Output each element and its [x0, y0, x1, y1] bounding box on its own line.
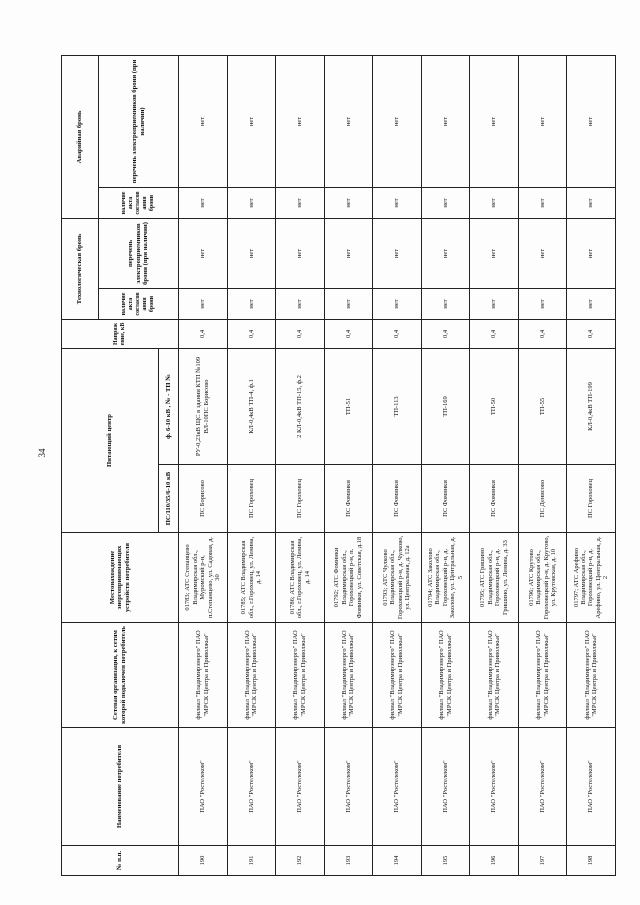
cell-feeder: КЛ-0,4кВ ТП-199 — [567, 348, 616, 464]
cell-emerg-list: нет — [373, 55, 422, 187]
table-row — [470, 55, 519, 875]
cell-tech-list: нет — [324, 218, 373, 288]
cell-voltage: 0,4 — [227, 319, 276, 348]
cell-location: 01793; АТС Чулково Владимирская обл., Гороховецкий р-н, д. Чулково, ул. Центральная, д. 12а — [373, 533, 422, 623]
header-network: Сетевая организация, к сетям которой подключен потребитель — [62, 623, 179, 728]
cell-emerg-list: нет — [276, 55, 325, 187]
table-row — [227, 55, 276, 875]
table-row — [421, 55, 470, 875]
cell-emerg-act: нет — [567, 187, 616, 218]
cell-feeder: КЛ-0,4кВ ТП-4, ф.1 — [227, 348, 276, 464]
header-tech-list: перечень электроприемников брони (при наличии) — [99, 218, 179, 288]
cell-tech-act: нет — [567, 288, 616, 319]
cell-emerg-act: нет — [470, 187, 519, 218]
cell-network: филиал "Владимирэнерго" ПАО "МРСК Центра и Приволжья" — [324, 623, 373, 728]
cell-consumer: ПАО "Ростелеком" — [324, 728, 373, 846]
cell-tech-list: нет — [179, 218, 228, 288]
cell-tech-list: нет — [421, 218, 470, 288]
header-power-center: Питающий центр — [62, 348, 159, 532]
cell-feeder: ТП-51 — [324, 348, 373, 464]
cell-network: филиал "Владимирэнерго" ПАО "МРСК Центра и Приволжья" — [179, 623, 228, 728]
header-emerg-list: перечень электроприемников брони (при наличии) — [99, 55, 179, 187]
cell-ps: ПС Борисово — [179, 465, 228, 533]
cell-tech-act: нет — [179, 288, 228, 319]
cell-tech-act: нет — [518, 288, 567, 319]
header-num: № п.п. — [62, 846, 179, 876]
cell-consumer: ПАО "Ростелеком" — [518, 728, 567, 846]
cell-emerg-list: нет — [227, 55, 276, 187]
cell-num: 193 — [324, 846, 373, 876]
table-row — [179, 55, 228, 875]
header-voltage: Напряжение, кВ — [62, 319, 179, 348]
cell-num: 191 — [227, 846, 276, 876]
cell-network: филиал "Владимирэнерго" ПАО "МРСК Центра и Приволжья" — [518, 623, 567, 728]
cell-network: филиал "Владимирэнерго" ПАО "МРСК Центра и Приволжья" — [276, 623, 325, 728]
cell-voltage: 0,4 — [470, 319, 519, 348]
rotated-table-container — [61, 56, 616, 876]
cell-emerg-act: нет — [276, 187, 325, 218]
cell-feeder: ТП-169 — [421, 348, 470, 464]
cell-voltage: 0,4 — [567, 319, 616, 348]
cell-feeder: ТП-50 — [470, 348, 519, 464]
table-row — [276, 55, 325, 875]
cell-consumer: ПАО "Ростелеком" — [567, 728, 616, 846]
cell-tech-act: нет — [227, 288, 276, 319]
cell-emerg-list: нет — [324, 55, 373, 187]
cell-emerg-list: нет — [179, 55, 228, 187]
cell-voltage: 0,4 — [373, 319, 422, 348]
cell-tech-act: нет — [324, 288, 373, 319]
cell-feeder: РУ-0,23кВ ЩС в здании КТП №109 ВЛ-10ПС Борисово — [179, 348, 228, 464]
table-row — [373, 55, 422, 875]
cell-location: 01783; АТС Степанцево Владимирская обл., Муромский р-н, п.Степанцево, ул. Садовая, д. 30 — [179, 533, 228, 623]
cell-feeder: ТП-113 — [373, 348, 422, 464]
cell-ps: ПС Денисово — [518, 465, 567, 533]
cell-tech-act: нет — [373, 288, 422, 319]
cell-ps: ПС Гороховец — [276, 465, 325, 533]
cell-emerg-list: нет — [421, 55, 470, 187]
header-tech-act: наличие акта согласования брони — [99, 288, 179, 319]
cell-network: филиал "Владимирэнерго" ПАО "МРСК Центра и Приволжья" — [470, 623, 519, 728]
cell-ps: ПС Гороховец — [227, 465, 276, 533]
cell-location: 01792; АТС Фоминки Владимирская обл., Гороховецкий р-н, п. Фоминки, ул. Советская, д.18 — [324, 533, 373, 623]
header-emerg-act: наличие акта согласования брони — [99, 187, 179, 218]
cell-consumer: ПАО "Ростелеком" — [421, 728, 470, 846]
cell-location: 01786; АТС Владимирская обл., г.Гороховец, ул. Ленина, д. 14 — [276, 533, 325, 623]
cell-location: 01797; АТС Арефино Владимирская обл., Гороховецкий р-н, д. Арефино, ул. Центральная, д. 2 — [567, 533, 616, 623]
cell-voltage: 0,4 — [518, 319, 567, 348]
header-feeder: ф. 6-10 кВ , № - ТП № — [159, 348, 179, 464]
cell-ps: ПС Гороховец — [567, 465, 616, 533]
cell-location: 01785; АТС Владимирская обл., г.Гороховец, ул. Ленина, д. 14 — [227, 533, 276, 623]
cell-ps: ПС Фоминки — [470, 465, 519, 533]
cell-num: 190 — [179, 846, 228, 876]
cell-voltage: 0,4 — [324, 319, 373, 348]
cell-feeder: ТП-55 — [518, 348, 567, 464]
cell-consumer: ПАО "Ростелеком" — [373, 728, 422, 846]
cell-network: филиал "Владимирэнерго" ПАО "МРСК Центра и Приволжья" — [567, 623, 616, 728]
cell-emerg-act: нет — [518, 187, 567, 218]
cell-consumer: ПАО "Ростелеком" — [470, 728, 519, 846]
table-row — [567, 55, 616, 875]
cell-network: филиал "Владимирэнерго" ПАО "МРСК Центра и Приволжья" — [373, 623, 422, 728]
cell-location: 01794; АТС Заколово Владимирская обл., Гороховецкий р-н, д. Заколово, ул. Центральная, д. 5 — [421, 533, 470, 623]
cell-voltage: 0,4 — [179, 319, 228, 348]
cell-tech-list: нет — [518, 218, 567, 288]
cell-ps: ПС Фоминки — [421, 465, 470, 533]
cell-num: 197 — [518, 846, 567, 876]
reservation-table — [61, 55, 616, 876]
page-number: 34 — [37, 448, 47, 458]
header-consumer: Наименование потребителя — [62, 728, 179, 846]
cell-emerg-list: нет — [567, 55, 616, 187]
cell-tech-list: нет — [373, 218, 422, 288]
cell-network: филиал "Владимирэнерго" ПАО "МРСК Центра и Приволжья" — [421, 623, 470, 728]
cell-emerg-act: нет — [179, 187, 228, 218]
cell-emerg-act: нет — [421, 187, 470, 218]
cell-location: 01796; АТС Крутово Владимирская обл., Гороховецкий р-н, д. Крутово, ул. Крутовская, д. 10 — [518, 533, 567, 623]
header-location: Местонахождение энергопринимающих устройств потребителя — [62, 533, 179, 623]
cell-consumer: ПАО "Ростелеком" — [276, 728, 325, 846]
cell-network: филиал "Владимирэнерго" ПАО "МРСК Центра и Приволжья" — [227, 623, 276, 728]
cell-emerg-act: нет — [373, 187, 422, 218]
cell-tech-list: нет — [470, 218, 519, 288]
cell-ps: ПС Фоминки — [324, 465, 373, 533]
cell-emerg-list: нет — [470, 55, 519, 187]
header-tech-bron: Технологическая бронь — [62, 218, 99, 319]
cell-voltage: 0,4 — [421, 319, 470, 348]
cell-location: 01795; АТС Гришино Владимирская обл., Гороховецкий р-н, д. Гришино, ул. Ленина, д. 33 — [470, 533, 519, 623]
cell-num: 194 — [373, 846, 422, 876]
header-emerg-bron: Аварийная бронь — [62, 55, 99, 218]
cell-tech-act: нет — [276, 288, 325, 319]
header-ps: ПС/110/35/6-10 кВ — [159, 465, 179, 533]
cell-feeder: 2 КЛ-0,4кВ ТП-15, ф.2 — [276, 348, 325, 464]
cell-num: 192 — [276, 846, 325, 876]
cell-tech-list: нет — [227, 218, 276, 288]
cell-num: 196 — [470, 846, 519, 876]
cell-tech-act: нет — [470, 288, 519, 319]
cell-consumer: ПАО "Ростелеком" — [227, 728, 276, 846]
cell-voltage: 0,4 — [276, 319, 325, 348]
cell-emerg-act: нет — [324, 187, 373, 218]
cell-tech-list: нет — [276, 218, 325, 288]
table-row — [518, 55, 567, 875]
cell-tech-act: нет — [421, 288, 470, 319]
cell-consumer: ПАО "Ростелеком" — [179, 728, 228, 846]
table-row — [324, 55, 373, 875]
cell-emerg-list: нет — [518, 55, 567, 187]
cell-tech-list: нет — [567, 218, 616, 288]
cell-num: 195 — [421, 846, 470, 876]
cell-ps: ПС Фоминки — [373, 465, 422, 533]
cell-num: 198 — [567, 846, 616, 876]
cell-emerg-act: нет — [227, 187, 276, 218]
